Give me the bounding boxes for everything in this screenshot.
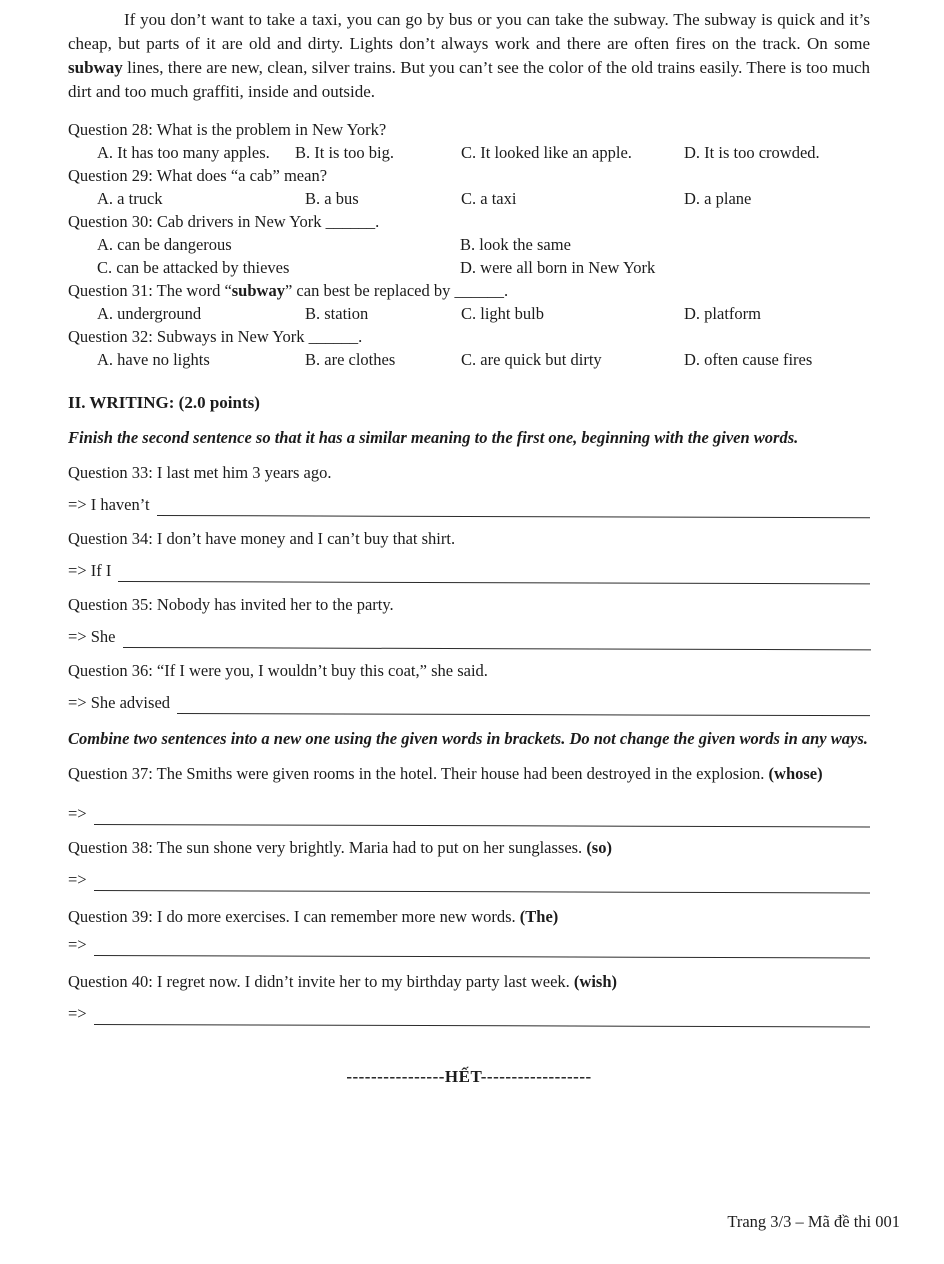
answer-blank-line: [123, 628, 871, 650]
answer-row-38: [68, 868, 870, 891]
option-a: A. have no lights: [97, 350, 210, 369]
end-of-exam-marker: ----------------HẾT------------------: [346, 1067, 592, 1086]
instruction-combine-sentences: Combine two sentences into a new one using the given words in brackets. Do not change the given words in any ways.: [68, 729, 868, 748]
option-a: A. It has too many apples.: [97, 143, 270, 162]
answer-blank-line: [177, 694, 870, 716]
question-39: [68, 905, 870, 928]
option-d: D. platform: [684, 304, 761, 323]
question-keyword: (The): [519, 907, 559, 926]
question-28-options: [68, 141, 870, 164]
question-text: What is the problem in New York?: [156, 120, 387, 139]
question-31-options: [68, 302, 870, 325]
question-label: Question 38:: [68, 838, 153, 857]
question-text: Subways in New York ______.: [156, 327, 363, 346]
option-c: C. can be attacked by thieves: [97, 258, 290, 277]
option-d: D. were all born in New York: [460, 258, 656, 277]
question-text: What does “a cab” mean?: [156, 166, 328, 185]
question-label: Question 39:: [68, 907, 153, 926]
option-d: D. often cause fires: [684, 350, 813, 369]
question-40: [68, 970, 870, 993]
answer-row-37: [68, 802, 870, 825]
question-text: The Smiths were given rooms in the hotel. Their house had been destroyed in the explosion.: [156, 764, 765, 783]
question-label: Question 30:: [68, 212, 153, 231]
question-37: [68, 762, 870, 785]
answer-row-36: [68, 691, 870, 714]
question-32-options: [68, 348, 870, 371]
question-34: [68, 527, 870, 550]
question-label: Question 36:: [68, 661, 153, 680]
question-30: [68, 210, 870, 233]
question-35: [68, 593, 870, 616]
section-heading-writing: II. WRITING: (2.0 points): [68, 393, 260, 412]
multiple-choice-section: [68, 118, 870, 371]
answer-prefix: =>: [68, 804, 87, 823]
answer-prefix: =>: [68, 935, 87, 954]
question-label: Question 29:: [68, 166, 153, 185]
reading-paragraph: [68, 8, 870, 104]
option-b: B. are clothes: [305, 350, 396, 369]
option-b: B. a bus: [305, 189, 359, 208]
question-label: Question 33:: [68, 463, 153, 482]
answer-blank-line: [118, 562, 870, 584]
option-b: B. look the same: [460, 235, 571, 254]
question-label: Question 32:: [68, 327, 153, 346]
question-keyword: (whose): [768, 764, 823, 783]
paragraph-text: lines, there are new, clean, silver trains. But you can’t see the color of the old trains easily. There is too much dirt and too much graffiti, inside and outside.: [68, 58, 870, 101]
question-label: Question 31:: [68, 281, 153, 300]
question-30-options-row-2: [68, 256, 870, 279]
answer-blank-line: [94, 871, 870, 893]
option-b: B. station: [305, 304, 369, 323]
question-31: [68, 279, 870, 302]
answer-row-40: [68, 1002, 870, 1025]
question-text: I regret now. I didn’t invite her to my birthday party last week.: [156, 972, 570, 991]
page-footer: Trang 3/3 – Mã đề thi 001: [727, 1212, 900, 1231]
option-c: C. are quick but dirty: [461, 350, 602, 369]
option-d: D. It is too crowded.: [684, 143, 820, 162]
option-c: C. It looked like an apple.: [461, 143, 632, 162]
answer-prefix: =>: [68, 870, 87, 889]
question-29-options: [68, 187, 870, 210]
answer-row-33: [68, 493, 870, 516]
answer-prefix: => She advised: [68, 693, 171, 712]
question-text: The word “: [156, 281, 232, 300]
instruction-finish-sentence: Finish the second sentence so that it has a similar meaning to the first one, beginning with the given words.: [68, 428, 799, 447]
paragraph-bold-word: subway: [68, 58, 123, 77]
question-keyword: (wish): [573, 972, 617, 991]
question-32: [68, 325, 870, 348]
question-label: Question 28:: [68, 120, 153, 139]
question-30-options-row-1: [68, 233, 870, 256]
question-text: The sun shone very brightly. Maria had to put on her sunglasses.: [156, 838, 583, 857]
question-36: [68, 659, 870, 682]
answer-blank-line: [94, 1005, 870, 1027]
question-text: Nobody has invited her to the party.: [156, 595, 394, 614]
answer-row-39: [68, 933, 870, 956]
option-c: C. light bulb: [461, 304, 544, 323]
answer-prefix: => She: [68, 627, 116, 646]
option-a: A. underground: [97, 304, 202, 323]
question-text: I do more exercises. I can remember more new words.: [156, 907, 516, 926]
answer-blank-line: [157, 496, 871, 518]
question-label: Question 35:: [68, 595, 153, 614]
question-bold-word: subway: [231, 281, 285, 300]
question-text: I don’t have money and I can’t buy that shirt.: [156, 529, 456, 548]
question-text: Cab drivers in New York ______.: [156, 212, 380, 231]
question-text: “If I were you, I wouldn’t buy this coat,” she said.: [156, 661, 488, 680]
question-label: Question 34:: [68, 529, 153, 548]
option-a: A. a truck: [97, 189, 163, 208]
question-33: [68, 461, 870, 484]
answer-prefix: => If I: [68, 561, 112, 580]
answer-blank-line: [94, 805, 870, 827]
answer-blank-line: [94, 936, 870, 958]
question-text: I last met him 3 years ago.: [156, 463, 332, 482]
paragraph-text: If you don’t want to take a taxi, you can go by bus or you can take the subway. The subway is quick and it’s cheap, but parts of it are old and dirty. Lights don’t always work and there are often fires on the track. On some: [68, 10, 870, 53]
option-b: B. It is too big.: [295, 143, 395, 162]
answer-prefix: => I haven’t: [68, 495, 150, 514]
question-28: [68, 118, 870, 141]
answer-row-35: [68, 625, 870, 648]
question-label: Question 37:: [68, 764, 153, 783]
question-38: [68, 836, 870, 859]
option-d: D. a plane: [684, 189, 752, 208]
answer-row-34: [68, 559, 870, 582]
option-a: A. can be dangerous: [97, 235, 232, 254]
option-c: C. a taxi: [461, 189, 517, 208]
question-text: ” can best be replaced by ______.: [284, 281, 509, 300]
question-label: Question 40:: [68, 972, 153, 991]
question-keyword: (so): [586, 838, 612, 857]
question-29: [68, 164, 870, 187]
answer-prefix: =>: [68, 1004, 87, 1023]
